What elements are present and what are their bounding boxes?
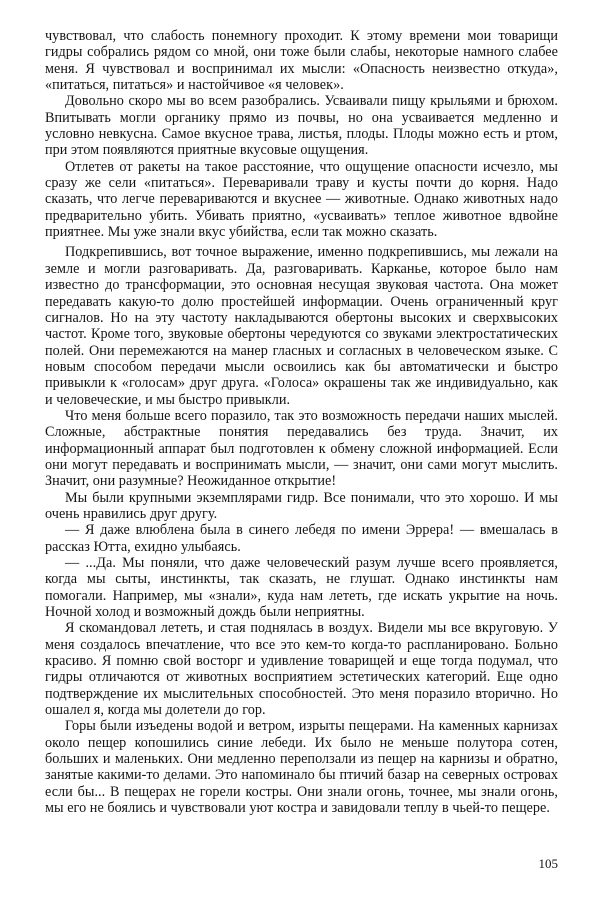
paragraph-6: Мы были крупными экземплярами гидр. Все понимали, что это хорошо. И мы очень нравились друг другу. <box>45 489 558 522</box>
paragraph-10: Горы были изъедены водой и ветром, изрыты пещерами. На каменных карнизах около пещер копошились синие лебеди. Их было не меньше полутора сотен, больших и маленьких. Они медленно переползали из пещер на карнизы и обратно, занятые какими-то делами. Это напоминало бы птичий базар на северных островах если бы... В пещерах не горели костры. Они знали огонь, точнее, мы знали огонь, мы его не боялись и чувствовали уют костра и завидовали теплу в чьей-то пещере. <box>45 718 558 817</box>
paragraph-2: Довольно скоро мы во всем разобрались. Усваивали пищу крыльями и брюхом. Впитывать могли органику прямо из почвы, но она усваивается медленно и условно невкусна. Самое вкусное трава, листья, плоды. Плоды можно есть и ртом, при этом появляются приятные вкусовые ощущения. <box>45 93 558 159</box>
paragraph-8: — ...Да. Мы поняли, что даже человеческий разум лучше всего проявляется, когда мы сыты, инстинкты, так сказать, не глушат. Однако инстинкты нам помогали. Например, мы «знали», куда нам лететь, где искать укрытие на ночь. Ночной холод и возможный дождь были неприятны. <box>45 555 558 621</box>
paragraph-5: Что меня больше всего поразило, так это возможность передачи наших мыслей. Сложные, абстрактные понятия передавались без труда. Значит, их информационный аппарат был подготовлен к обмену сложной информацией. Если они могут передавать и воспринимать мысли, — значит, они сами могут мыслить. Значит, они разумные? Неожиданное открытие! <box>45 407 558 490</box>
paragraph-4: Подкрепившись, вот точное выражение, именно подкрепившись, мы лежали на земле и могли разговаривать. Да, разговаривать. Карканье, которое было нам известно до трансформации, это основная несущая звуковая частота. Она может передавать какую-то долю простейшей информации. Очень ограниченный круг сигналов. Но на эту частоту накладываются обертоны высоких и сверхвысоких частот. Кроме того, звуковые обертоны чередуются со звуками электростатических полей. Они перемежаются на манер гласных и согласных в человеческом языке. С новым способом передачи мысли освоились как бы автоматически и быстро привыкли к «голосам» друг друга. «Голоса» окрашены так же индивидуально, как и человеческие, и мы быстро привыкли. <box>45 244 558 408</box>
paragraph-3: Отлетев от ракеты на такое расстояние, что ощущение опасности исчезло, мы сразу же сели «питаться». Переваривали траву и кусты почти до корня. Надо сказать, что легче перевариваются и вкуснее — животные. Однако животных надо предварительно убить. Убивать приятно, «усваивать» теплое животное вдвойне приятнее. Мы уже знали вкус убийства, если так можно сказать. <box>45 158 558 241</box>
paragraph-9: Я скомандовал лететь, и стая поднялась в воздух. Видели мы все вкруговую. У меня создалось впечатление, что все это кем-то когда-то распланировано. Больно красиво. Я помню свой восторг и удивление товарищей и еще тогда подумал, что гидры отличаются от животных восприятием эстетических категорий. Еще одно подтверждение их мыслительных способностей. Это меня поразило вторично. Но ошалел я, когда мы долетели до гор. <box>45 620 558 719</box>
paragraph-1: чувствовал, что слабость понемногу проходит. К этому времени мои товарищи гидры собрались рядом со мной, они тоже были слабы, некоторые намного слабее меня. Я чувствовал и воспринимал их мысли: «Опасность неизвестно откуда», «питаться, питаться» и настойчивое «я человек». <box>45 28 558 94</box>
page-text <box>45 28 558 848</box>
paragraph-7: — Я даже влюблена была в синего лебедя по имени Эррера! — вмешалась в рассказ Ютта, ехидно улыбаясь. <box>45 522 558 555</box>
page-number: 105 <box>538 856 558 871</box>
